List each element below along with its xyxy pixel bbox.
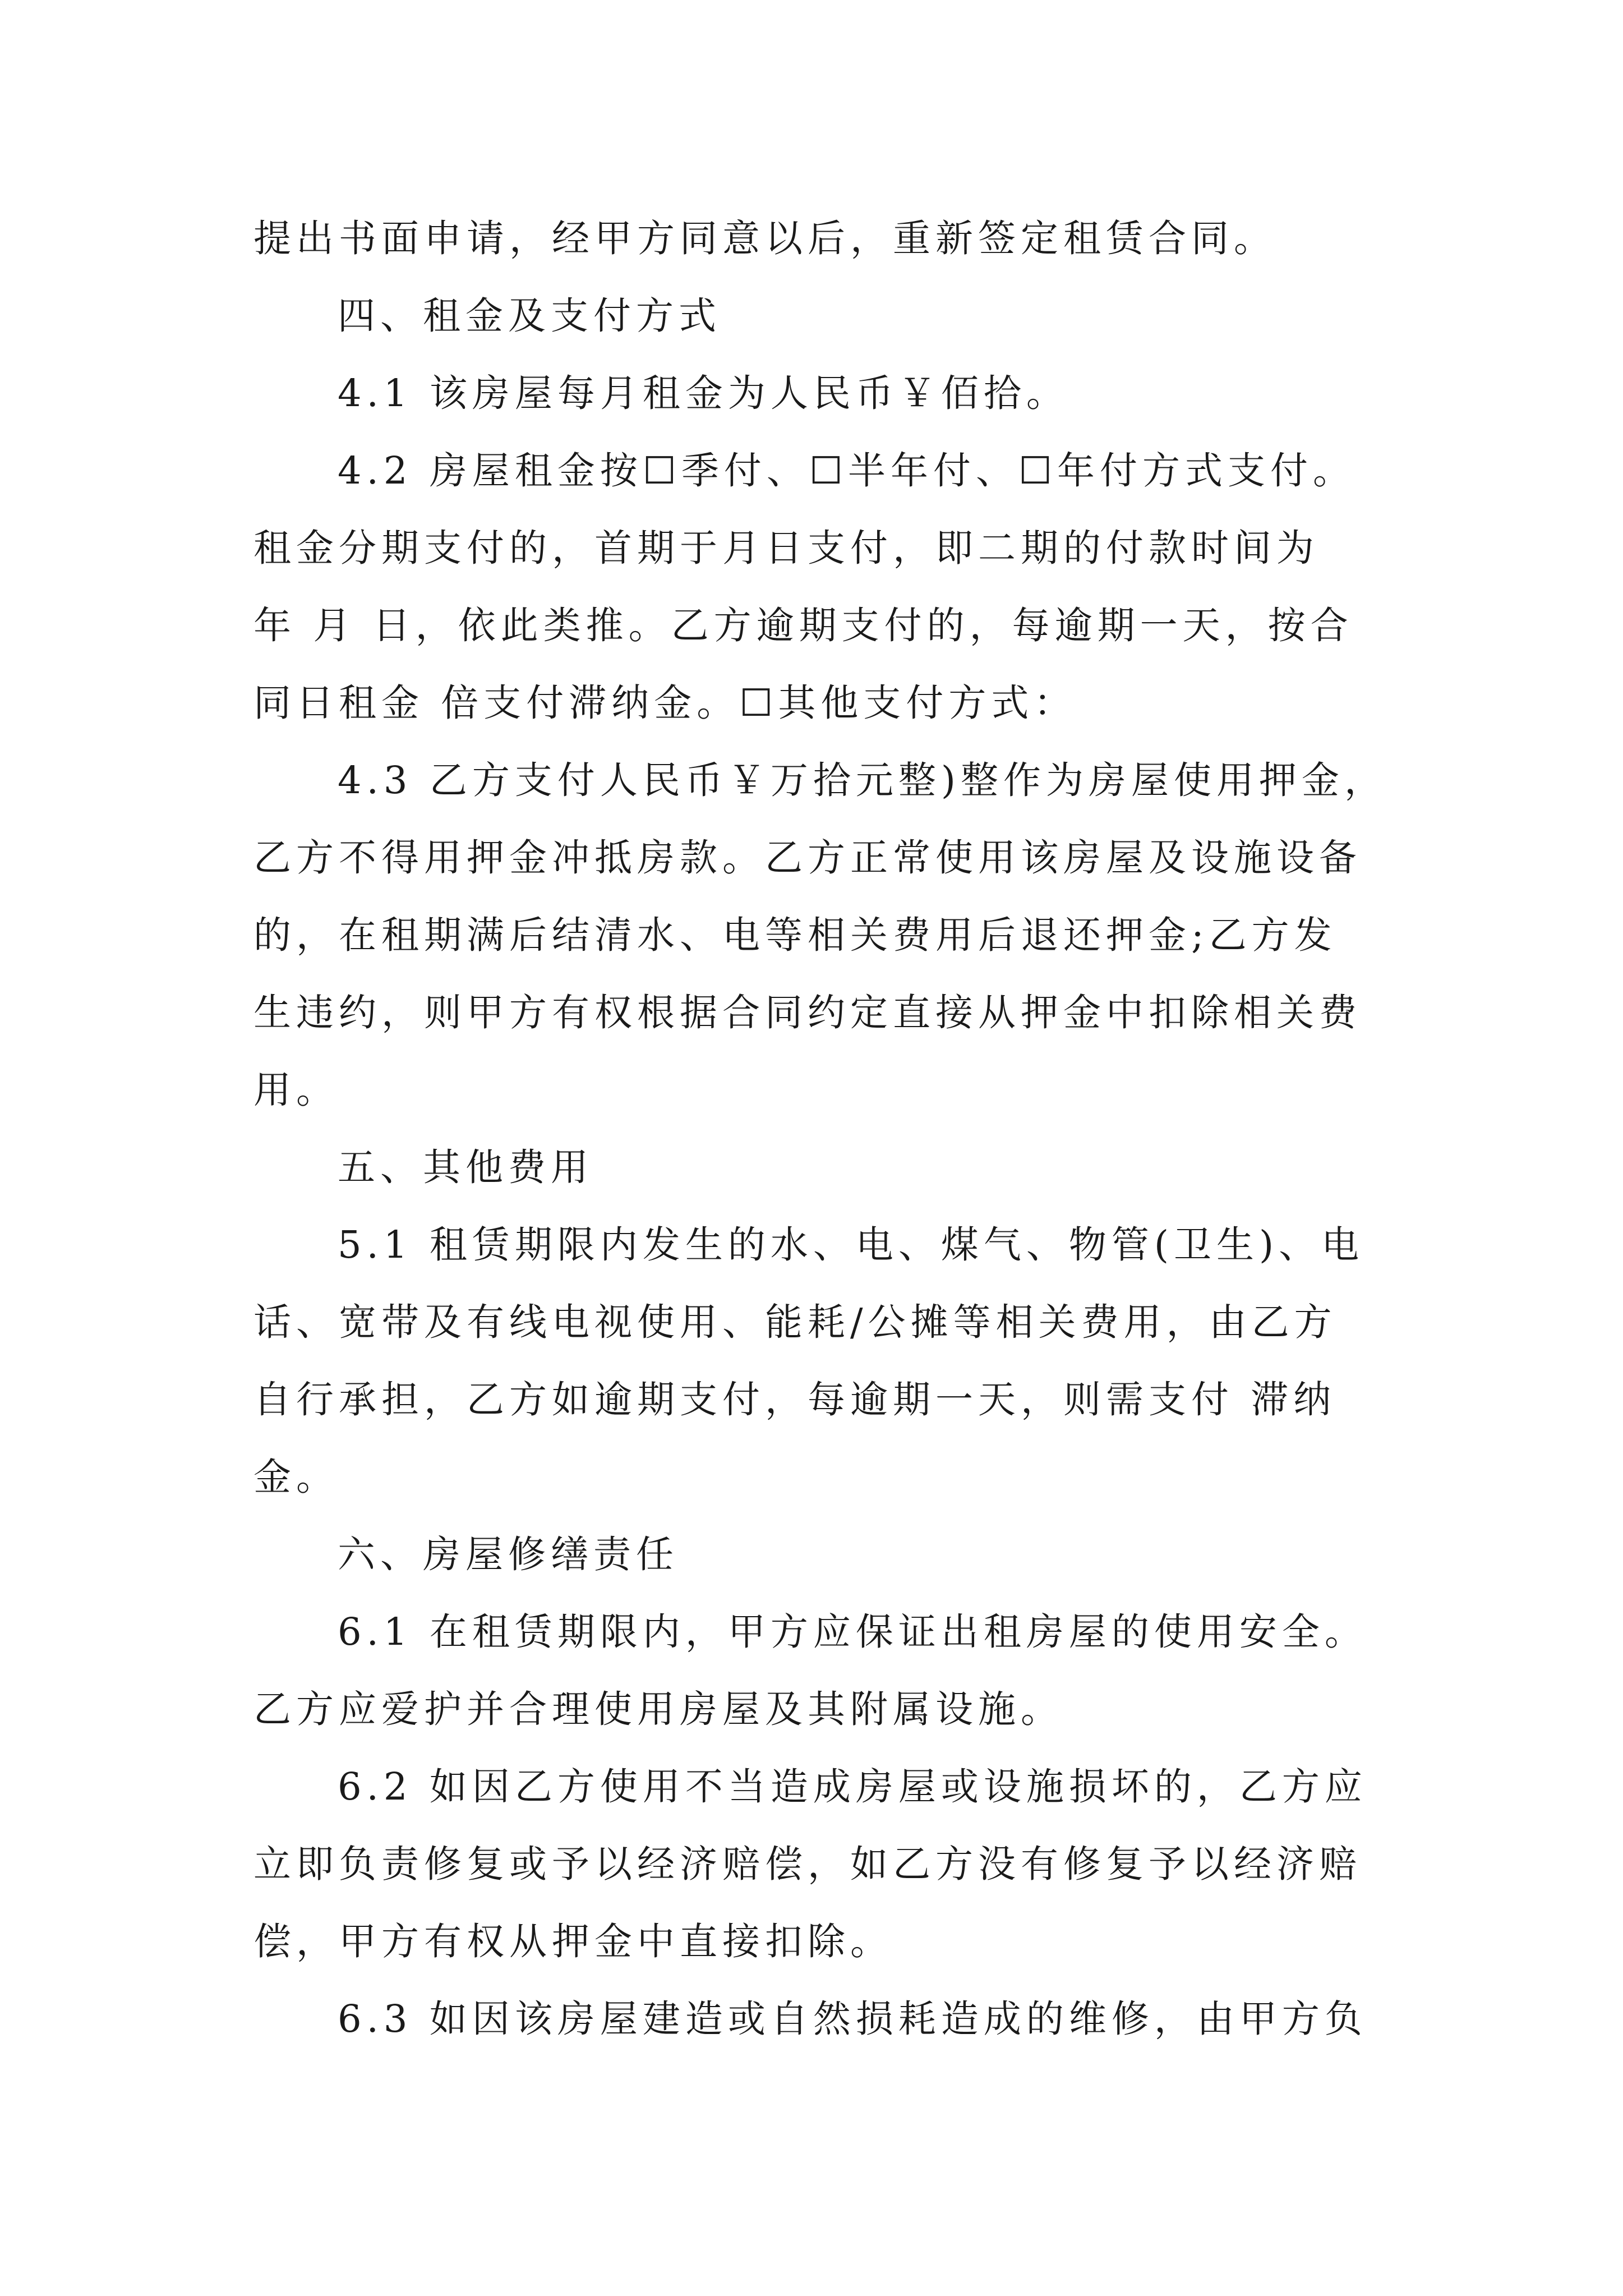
- text-line: 话、宽带及有线电视使用、能耗/公摊等相关费用，由乙方: [253, 1300, 1337, 1344]
- section-heading: 四、租金及支付方式: [338, 294, 721, 338]
- section-heading: 六、房屋修缮责任: [338, 1533, 679, 1576]
- text-line: 偿，甲方有权从押金中直接扣除。: [253, 1920, 893, 1963]
- text-line: 租金分期支付的，首期于月日支付，即二期的付款时间为: [253, 526, 1319, 570]
- clause-paragraph: 4.2 房屋租金按☐季付、☐半年付、☐年付方式支付。: [338, 449, 1356, 493]
- text-line: 生违约，则甲方有权根据合同约定直接从押金中扣除相关费: [253, 991, 1362, 1034]
- text-line: 的，在租期满后结清水、电等相关费用后退还押金;乙方发: [253, 913, 1337, 957]
- text-line: 乙方应爱护并合理使用房屋及其附属设施。: [253, 1687, 1063, 1731]
- clause-paragraph: 6.3 如因该房屋建造或自然损耗造成的维修，由甲方负: [338, 1997, 1367, 2041]
- section-heading: 五、其他费用: [338, 1145, 593, 1189]
- text-line: 金。: [253, 1455, 339, 1499]
- text-line: 自行承担，乙方如逾期支付，每逾期一天，则需支付 滞纳: [253, 1378, 1336, 1421]
- text-line: 乙方不得用押金冲抵房款。乙方正常使用该房屋及设施设备: [253, 836, 1362, 880]
- clause-paragraph: 6.2 如因乙方使用不当造成房屋或设施损坏的，乙方应: [338, 1765, 1367, 1809]
- clause-paragraph: 5.1 租赁期限内发生的水、电、煤气、物管(卫生)、电: [338, 1223, 1364, 1267]
- clause-paragraph: 6.1 在租赁期限内，甲方应保证出租房屋的使用安全。: [338, 1610, 1367, 1654]
- text-line: 用。: [253, 1068, 339, 1112]
- text-line: 年 月 日，依此类推。乙方逾期支付的，每逾期一天，按合: [253, 604, 1353, 647]
- text-line: 立即负责修复或予以经济赔偿，如乙方没有修复予以经济赔: [253, 1842, 1362, 1886]
- text-line: 提出书面申请，经甲方同意以后，重新签定租赁合同。: [253, 217, 1276, 260]
- clause-paragraph: 4.1 该房屋每月租金为人民币￥佰拾。: [338, 371, 1069, 415]
- clause-paragraph: 4.3 乙方支付人民币￥万拾元整)整作为房屋使用押金，: [338, 758, 1387, 802]
- text-line: 同日租金 倍支付滞纳金。☐其他支付方式：: [253, 681, 1077, 725]
